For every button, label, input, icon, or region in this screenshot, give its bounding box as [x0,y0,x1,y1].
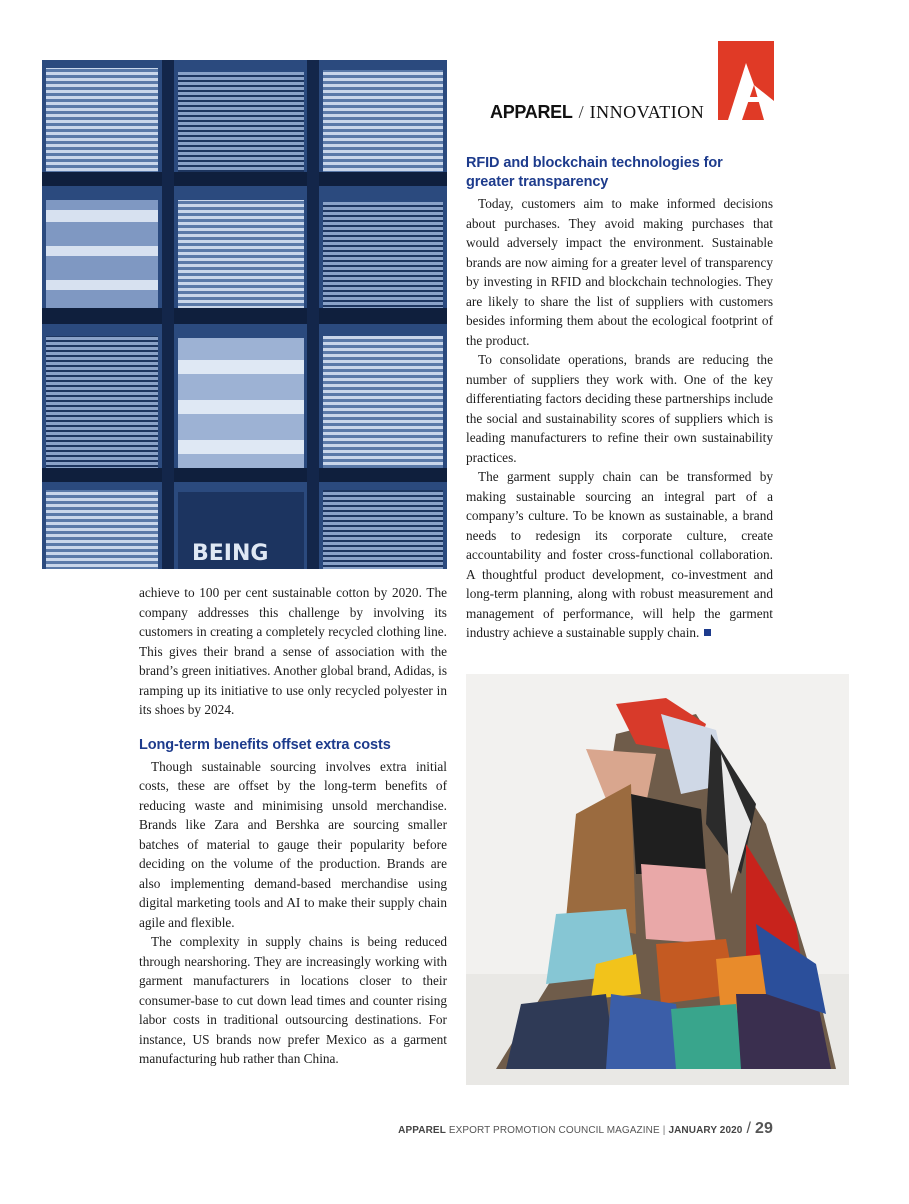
shelf-shirt-text: BEING [192,541,269,566]
left-paragraph-3: The complexity in supply chains is being reduced through nearshoring. They are increasingly working with garment manufacturers in locations closer to their consumer-base to cut down lead times and counter rising labor costs in traditional outsourcing destinations. For instance, US brands now prefer Mexico as a garment manufacturing hub rather than China. [139,934,447,1066]
folded-clothes-shelves-photo [42,60,447,569]
rfid-paragraph-2: To consolidate operations, brands are reducing the number of suppliers they work with. One of the key differentiating factors deciding these partnerships include the social and sustainability scores of suppliers which is leading manufacturers to refine their own sustainability practices. [466,352,773,465]
right-text-column [466,154,773,643]
rfid-heading: RFID and blockchain technologies for greater transparency [466,155,723,190]
magazine-logo-icon [718,41,774,120]
left-text-column [139,583,447,1069]
section-header [490,101,704,124]
page-number: 29 [755,1120,773,1137]
end-of-article-icon [704,629,711,636]
footer-slash: / [746,1120,751,1137]
section-label: APPAREL [490,102,573,122]
rfid-paragraph-1: Today, customers aim to make informed decisions about purchases. They avoid making purchases that would adversely impact the environment. Sustainable brands are now aiming for a greater level of transparency by investing in RFID and blockchain technologies. They are likely to share the list of suppliers with customers besides informing them about the ecological footprint of the product. [466,196,773,348]
footer-publication: EXPORT PROMOTION COUNCIL MAGAZINE [448,1125,660,1136]
shelves-illustration [42,60,447,569]
left-paragraph-2: Though sustainable sourcing involves extra initial costs, these are offset by the long-term benefits of reducing waste and minimising unsold merchandise. Brands like Zara and Bershka are sourcing smaller batches of material to gauge their popularity before deciding on the volume of the production. Brands are also implementing demand-based merchandise using digital marketing tools and AI to make their supply chain agile and flexible. [139,758,447,930]
clothes-pile-illustration [466,674,849,1085]
clothes-pile-photo [466,674,849,1085]
footer-separator: | [662,1125,666,1136]
long-term-benefits-heading: Long-term benefits offset extra costs [139,736,391,753]
header-separator: / [578,102,584,122]
rfid-paragraph-3-text: The garment supply chain can be transformed by making sustainable sourcing an integral part of a company’s culture. To be known as sustainable, a brand needs to redesign its corporate culture, create accountability and foster cross-functional collaboration. A thoughtful product development, co-investment and long-term planning, along with robust measurement and management of performance, will help the garment industry achieve a sustainable supply chain. [466,469,773,640]
page-footer [398,1120,773,1138]
rfid-paragraph-3 [466,467,773,643]
left-paragraph-1: achieve to 100 per cent sustainable cotton by 2020. The company addresses this challenge by involving its customers in creating a completely recycled clothing line. This gives their brand a sense of association with the brand’s green initiatives. Another global brand, Adidas, is ramping up its initiative to use only recycled polyester in its shoes by 2024. [139,585,447,717]
topic-label: INNOVATION [589,102,705,122]
footer-brand: APPAREL [398,1125,446,1136]
footer-date: JANUARY 2020 [668,1125,743,1136]
